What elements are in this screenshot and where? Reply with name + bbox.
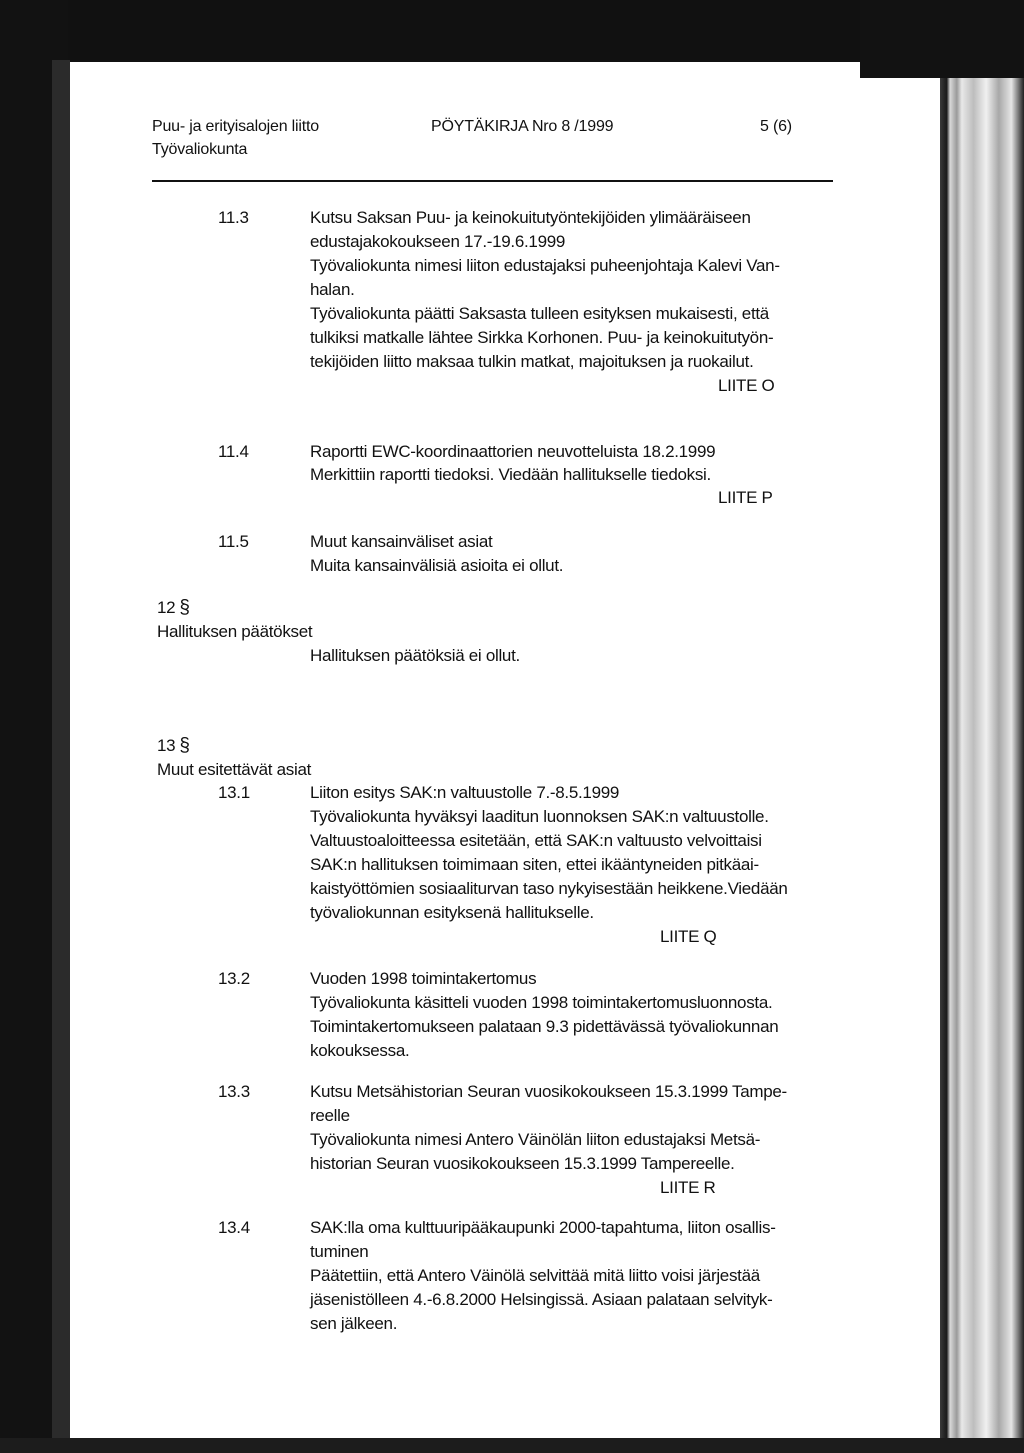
item-title: Raportti EWC-koordinaattorien neuvotteluista 18.2.1999 xyxy=(310,442,716,461)
header-document-number: PÖYTÄKIRJA Nro 8 /1999 xyxy=(431,118,614,135)
item-text-line: Työvaliokunta päätti Saksasta tulleen esityksen mukaisesti, että xyxy=(310,304,769,323)
item-text-line: sen jälkeen. xyxy=(310,1314,398,1333)
item-number: 11.4 xyxy=(218,442,249,461)
item-text-line: kaistyöttömien sosiaaliturvan taso nykyisestään heikkene.Viedään xyxy=(310,879,788,898)
item-title: Muut kansainväliset asiat xyxy=(310,532,493,551)
item-text-line: kokouksessa. xyxy=(310,1041,410,1060)
item-text-line: SAK:n hallituksen toimimaan siten, ettei ikääntyneiden pitkäai- xyxy=(310,855,759,874)
header-organization: Puu- ja erityisalojen liitto xyxy=(152,118,319,135)
item-title: Kutsu Metsähistorian Seuran vuosikokoukseen 15.3.1999 Tampe- xyxy=(310,1082,787,1101)
item-text-line: Merkittiin raportti tiedoksi. Viedään hallitukselle tiedoksi. xyxy=(310,465,711,484)
item-number: 13.3 xyxy=(218,1082,250,1101)
item-text-line: Työvaliokunta hyväksyi laaditun luonnoksen SAK:n valtuustolle. xyxy=(310,807,769,826)
item-text-line: historian Seuran vuosikokoukseen 15.3.1999 Tampereelle. xyxy=(310,1154,735,1173)
header-divider xyxy=(152,180,833,182)
item-title: Vuoden 1998 toimintakertomus xyxy=(310,969,537,988)
section-12-heading xyxy=(157,596,190,620)
section-sign: § xyxy=(179,597,190,618)
item-number: 13.2 xyxy=(218,969,250,988)
section-13-title: Muut esitettävät asiat xyxy=(157,760,312,779)
item-text-line: työvaliokunnan esityksenä hallitukselle. xyxy=(310,903,594,922)
item-title: Kutsu Saksan Puu- ja keinokuitutyöntekijöiden ylimääräiseen xyxy=(310,208,751,227)
item-text-line: Työvaliokunta nimesi Antero Väinölän liiton edustajaksi Metsä- xyxy=(310,1130,761,1149)
item-text-line: jäsenistölleen 4.-6.8.2000 Helsingissä. Asiaan palataan selvityk- xyxy=(310,1290,773,1309)
item-title: SAK:lla oma kulttuuripääkaupunki 2000-tapahtuma, liiton osallis- xyxy=(310,1218,776,1237)
item-number: 13.1 xyxy=(218,783,250,802)
item-text-line: reelle xyxy=(310,1106,350,1125)
section-12-title: Hallituksen päätökset xyxy=(157,622,313,641)
section-sign: § xyxy=(179,735,190,756)
section-number: 12 xyxy=(157,598,176,617)
header-unit: Työvaliokunta xyxy=(152,141,248,158)
attachment-reference: LIITE O xyxy=(718,376,775,395)
item-text-line: Valtuustoaloitteessa esitetään, että SAK:n valtuusto velvoittaisi xyxy=(310,831,762,850)
attachment-reference: LIITE Q xyxy=(660,927,717,946)
item-title: Liiton esitys SAK:n valtuustolle 7.-8.5.1999 xyxy=(310,783,620,802)
item-text-line: edustajakokoukseen 17.-19.6.1999 xyxy=(310,232,566,251)
item-text-line: Työvaliokunta käsitteli vuoden 1998 toimintakertomusluonnosta. xyxy=(310,993,773,1012)
item-text-line: tuminen xyxy=(310,1242,369,1261)
section-number: 13 xyxy=(157,736,176,755)
item-number: 11.3 xyxy=(218,208,249,227)
section-13-heading xyxy=(157,734,190,758)
item-number: 11.5 xyxy=(218,532,249,551)
attachment-reference: LIITE R xyxy=(660,1178,716,1197)
item-text-line: tulkiksi matkalle lähtee Sirkka Korhonen. Puu- ja keinokuitutyön- xyxy=(310,328,774,347)
item-text-line: Toimintakertomukseen palataan 9.3 pidettävässä työvaliokunnan xyxy=(310,1017,779,1036)
item-text-line: Muita kansainvälisiä asioita ei ollut. xyxy=(310,556,564,575)
item-text-line: Työvaliokunta nimesi liiton edustajaksi puheenjohtaja Kalevi Van- xyxy=(310,256,780,275)
item-text-line: halan. xyxy=(310,280,355,299)
section-12-text: Hallituksen päätöksiä ei ollut. xyxy=(310,646,520,665)
item-number: 13.4 xyxy=(218,1218,250,1237)
item-text-line: Päätettiin, että Antero Väinölä selvittää mitä liitto voisi järjestää xyxy=(310,1266,760,1285)
attachment-reference: LIITE P xyxy=(718,488,773,507)
item-text-line: tekijöiden liitto maksaa tulkin matkat, majoituksen ja ruokailut. xyxy=(310,352,754,371)
header-page-number: 5 (6) xyxy=(760,118,792,135)
